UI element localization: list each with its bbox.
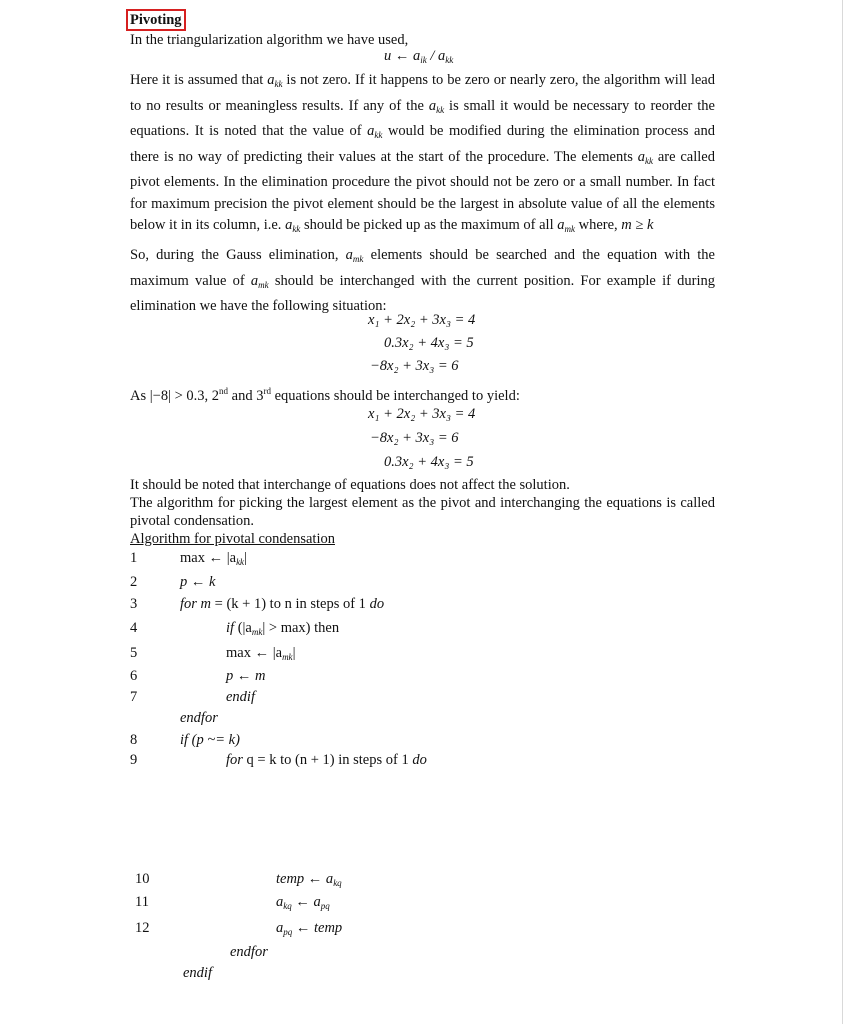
line-number: 11 — [135, 894, 149, 910]
paragraph-algorithm-intro: The algorithm for picking the largest element as the pivot and interchanging the equations is called pivotal condensation. — [130, 495, 715, 529]
code-line-9: for q = k to (n + 1) in steps of 1 do — [226, 752, 427, 768]
line-number: 10 — [135, 871, 150, 887]
line-number: 2 — [130, 574, 138, 590]
intro-text: In the triangularization algorithm we have used, — [130, 32, 409, 48]
interchange-statement: As |−8| > 0.3, 2nd and 3rd equations should be interchanged to yield: — [130, 386, 520, 404]
section-heading: Pivoting — [126, 9, 186, 31]
page-edge — [842, 0, 843, 1024]
code-line-2: p ← k — [180, 574, 216, 590]
algorithm-title: Algorithm for pivotal condensation — [130, 531, 335, 547]
code-line-7: endif — [226, 689, 255, 705]
line-number: 9 — [130, 752, 138, 768]
code-line-3: for m = (k + 1) to n in steps of 1 do — [180, 596, 385, 612]
equation-line: 0.3x₂ + 4x₃ = 5 — [384, 335, 474, 351]
line-number: 5 — [130, 645, 138, 661]
equation-line: −8x₂ + 3x₃ = 6 — [370, 358, 459, 374]
code-endif-2: endif — [183, 965, 212, 981]
main-formula: u ← $a_{ik} / a_{kk}$ — [384, 48, 454, 65]
code-line-11: $a_{kq}$ ← $a_{pq}$ — [276, 894, 330, 911]
line-number: 1 — [130, 550, 138, 566]
equation-line: x₁ + 2x₂ + 3x₃ = 4 — [368, 406, 476, 422]
line-number: 7 — [130, 689, 138, 705]
code-line-8: if (p ~= k) — [180, 732, 240, 748]
code-line-1: max ← $|a_{kk}|$ — [180, 550, 247, 567]
paragraph-pivot-explanation: Here it is assumed that $a_{kk}$ is not zero. If it happens to be zero or nearly zero, the algorithm will lead to no results or meaningless results. If any of the $a_{kk}$ is small it would be necessary to reorder the equations. It is noted that the value of $a_{kk}$ would be modified during the elimination process and there is no way of predicting their values at the start of the procedure. The elements $a_{kk}$ are called pivot elements. In the elimination procedure the pivot should not be zero or a small number. In fact for maximum precision the pivot element should be the largest in absolute value of all the elements below it in its column, i.e. $a_{kk}$ should be picked up as the maximum of all $a_{mk}$ where, m ≥ k — [130, 72, 715, 234]
code-line-10: temp ← $a_{kq}$ — [276, 871, 342, 888]
code-endfor-2: endfor — [230, 944, 268, 960]
note-text: It should be noted that interchange of equations does not affect the solution. — [130, 477, 570, 493]
line-number: 6 — [130, 668, 138, 684]
equation-line: 0.3x₂ + 4x₃ = 5 — [384, 454, 474, 470]
line-number: 12 — [135, 920, 150, 936]
code-line-5: max ← $|a_{mk}|$ — [226, 645, 296, 662]
equation-line: x₁ + 2x₂ + 3x₃ = 4 — [368, 312, 476, 328]
code-line-6: p ← m — [226, 668, 266, 684]
line-number: 3 — [130, 596, 138, 612]
code-line-12: $a_{pq}$ ← temp — [276, 920, 343, 937]
paragraph-gauss-elimination: So, during the Gauss elimination, $a_{mk}$ elements should be searched and the equation with the maximum value of $a_{mk}$ should be interchanged with the current position. For example if during elimination we have the following situation: — [130, 247, 715, 314]
line-number: 8 — [130, 732, 138, 748]
line-number: 4 — [130, 620, 138, 636]
equation-line: −8x₂ + 3x₃ = 6 — [370, 430, 459, 446]
code-endfor-1: endfor — [180, 710, 218, 726]
code-line-4: if $(|a_{mk}| > \max)$ then — [226, 620, 340, 637]
